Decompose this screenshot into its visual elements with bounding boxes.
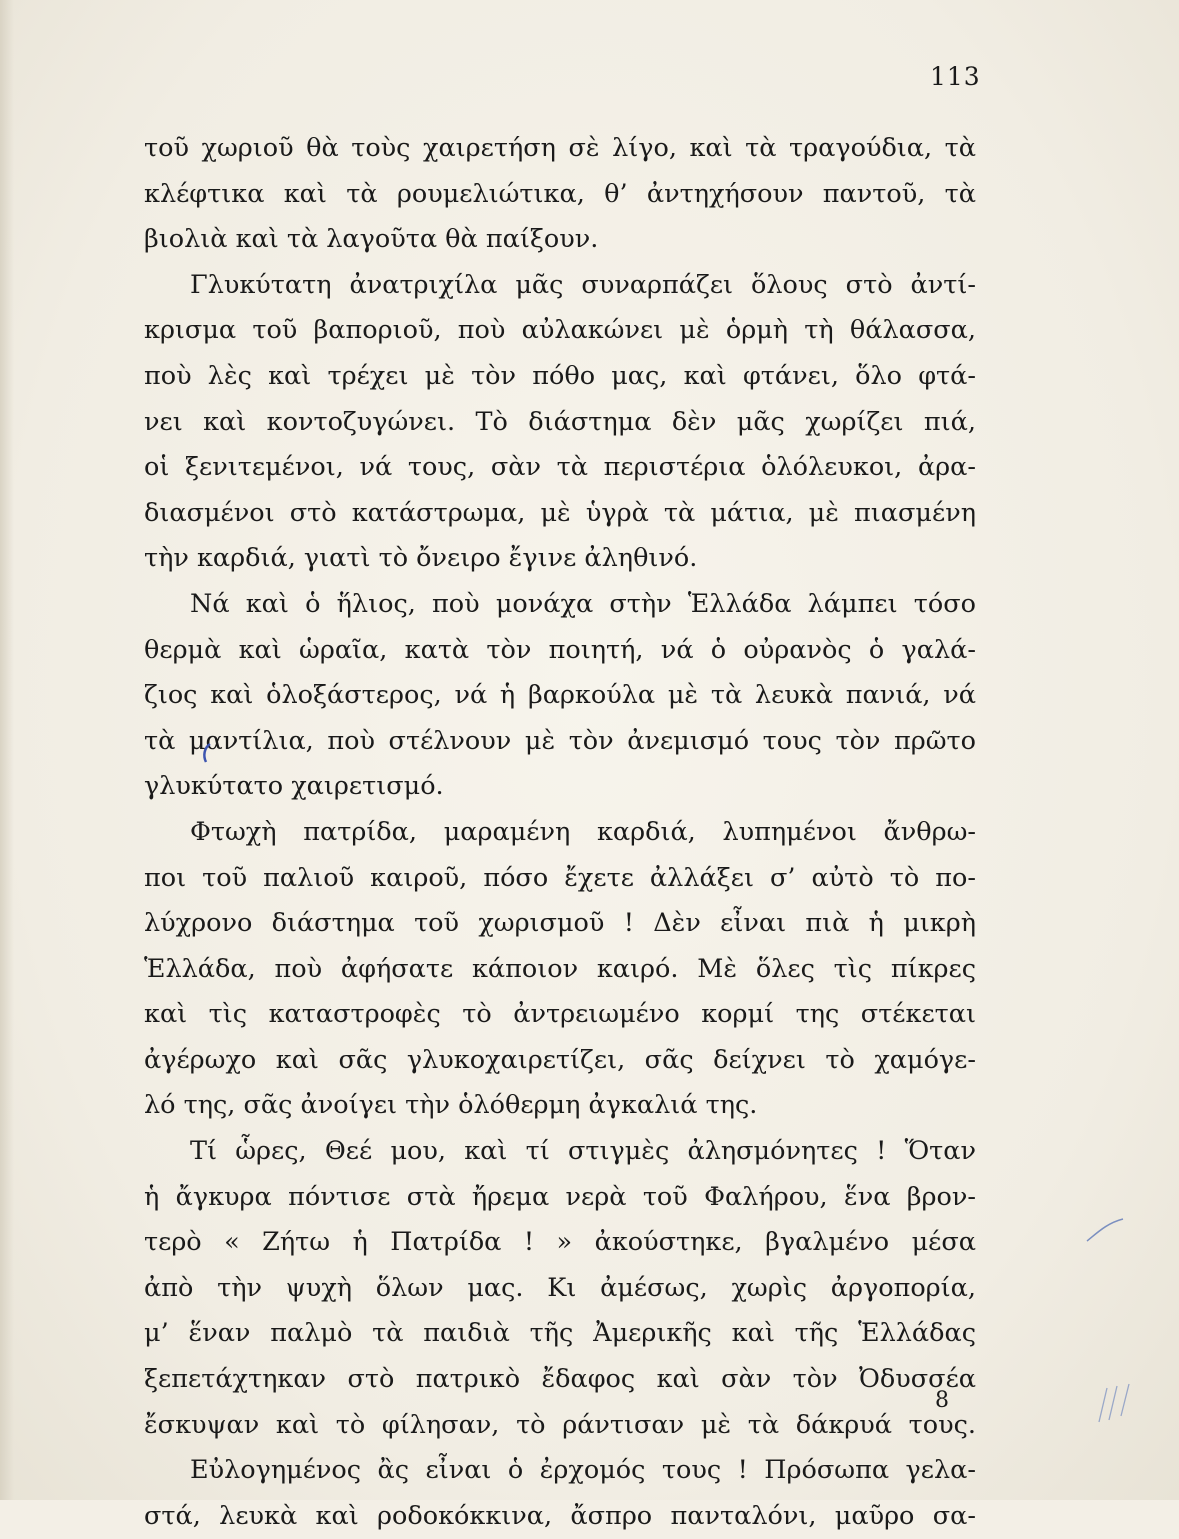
text-line: Τί ὧρες, Θεέ μου, καὶ τί στιγμὲς ἀλησμόνητες ! Ὅταν xyxy=(190,1136,976,1167)
text-line: Γλυκύτατη ἀνατριχίλα μᾶς συναρπάζει ὅλους στὸ ἀντί- xyxy=(190,269,976,300)
margin-pencil-mark-icon xyxy=(1085,1215,1125,1245)
text-line: τοῦ χωριοῦ θὰ τοὺς χαιρετήση σὲ λίγο, καὶ τὰ τραγούδια, τὰ xyxy=(144,133,976,163)
text-line: ποι τοῦ παλιοῦ καιροῦ, πόσο ἔχετε ἀλλάξει σ’ αὐτὸ τὸ πο- xyxy=(144,862,976,893)
text-line: ἀγέρωχο καὶ σᾶς γλυκοχαιρετίζει, σᾶς δείχνει τὸ χαμόγε- xyxy=(144,1044,976,1075)
text-line: κλέφτικα καὶ τὰ ρουμελιώτικα, θ’ ἀντηχήσουν παντοῦ, τὰ xyxy=(144,178,976,209)
text-line: Νά καὶ ὁ ἥλιος, ποὺ μονάχα στὴν Ἑλλάδα λάμπει τόσο xyxy=(190,588,976,619)
text-line: στά, λευκὰ καὶ ροδοκόκκινα, ἄσπρο πανταλόνι, μαῦρο σα- xyxy=(144,1500,976,1531)
text-line: Φτωχὴ πατρίδα, μαραμένη καρδιά, λυπημένοι ἄνθρω- xyxy=(190,816,976,847)
signature-number: 8 xyxy=(935,1388,949,1413)
margin-pencil-mark-icon xyxy=(1095,1380,1135,1425)
text-line: τὴν καρδιά, γιατὶ τὸ ὄνειρο ἔγινε ἀληθινό. xyxy=(144,543,698,574)
text-line: βιολιὰ καὶ τὰ λαγοῦτα θὰ παίξουν. xyxy=(144,224,599,255)
body-text xyxy=(144,126,976,1539)
text-line: θερμὰ καὶ ὡραῖα, κατὰ τὸν ποιητή, νά ὁ οὐρανὸς ὁ γαλά- xyxy=(144,634,976,665)
text-line: ζιος καὶ ὁλοξάστερος, νά ἡ βαρκούλα μὲ τὰ λευκὰ πανιά, νά xyxy=(144,680,976,711)
text-line: λό της, σᾶς ἀνοίγει τὴν ὁλόθερμη ἀγκαλιά της. xyxy=(144,1090,758,1121)
text-line: καὶ τὶς καταστροφὲς τὸ ἀντρειωμένο κορμί της στέκεται xyxy=(144,999,976,1030)
text-line: γλυκύτατο χαιρετισμό. xyxy=(144,771,444,802)
text-line: τὰ μαντίλια, ποὺ στέλνουν μὲ τὸν ἀνεμισμό τους τὸν πρῶτο xyxy=(144,725,976,756)
text-line: κρισμα τοῦ βαποριοῦ, ποὺ αὐλακώνει μὲ ὁρμὴ τὴ θάλασσα, xyxy=(144,315,976,346)
page-binding-shadow xyxy=(0,0,14,1500)
text-line: ἡ ἄγκυρα πόντισε στὰ ἤρεμα νερὰ τοῦ Φαλήρου, ἕνα βρον- xyxy=(144,1181,976,1212)
text-line: διασμένοι στὸ κατάστρωμα, μὲ ὑγρὰ τὰ μάτια, μὲ πιασμένη xyxy=(144,497,976,528)
text-line: Ἑλλάδα, ποὺ ἀφήσατε κάποιον καιρό. Μὲ ὅλες τὶς πίκρες xyxy=(144,953,976,984)
page-number: 113 xyxy=(930,62,981,91)
margin-ink-dot-icon xyxy=(200,742,214,764)
text-line: λύχρονο διάστημα τοῦ χωρισμοῦ ! Δὲν εἶναι πιὰ ἡ μικρὴ xyxy=(144,908,976,939)
text-line: μ’ ἕναν παλμὸ τὰ παιδιὰ τῆς Ἀμερικῆς καὶ τῆς Ἑλλάδας xyxy=(144,1318,976,1349)
text-line: τερὸ « Ζήτω ἡ Πατρίδα ! » ἀκούστηκε, βγαλμένο μέσα xyxy=(144,1227,976,1258)
text-line: ἔσκυψαν καὶ τὸ φίλησαν, τὸ ράντισαν μὲ τὰ δάκρυά τους. xyxy=(144,1409,976,1440)
text-line: οἱ ξενιτεμένοι, νά τους, σὰν τὰ περιστέρια ὁλόλευκοι, ἀρα- xyxy=(144,452,976,483)
text-line: νει καὶ κοντοζυγώνει. Τὸ διάστημα δὲν μᾶς χωρίζει πιά, xyxy=(144,406,976,437)
text-line: ξεπετάχτηκαν στὸ πατρικὸ ἔδαφος καὶ σὰν τὸν Ὀδυσσέα xyxy=(144,1364,976,1395)
text-line: Εὐλογημένος ἂς εἶναι ὁ ἐρχομός τους ! Πρόσωπα γελα- xyxy=(190,1455,976,1486)
text-line: ἀπὸ τὴν ψυχὴ ὅλων μας. Κι ἀμέσως, χωρὶς ἀργοπορία, xyxy=(144,1272,976,1303)
text-line: ποὺ λὲς καὶ τρέχει μὲ τὸν πόθο μας, καὶ φτάνει, ὅλο φτά- xyxy=(144,360,976,391)
